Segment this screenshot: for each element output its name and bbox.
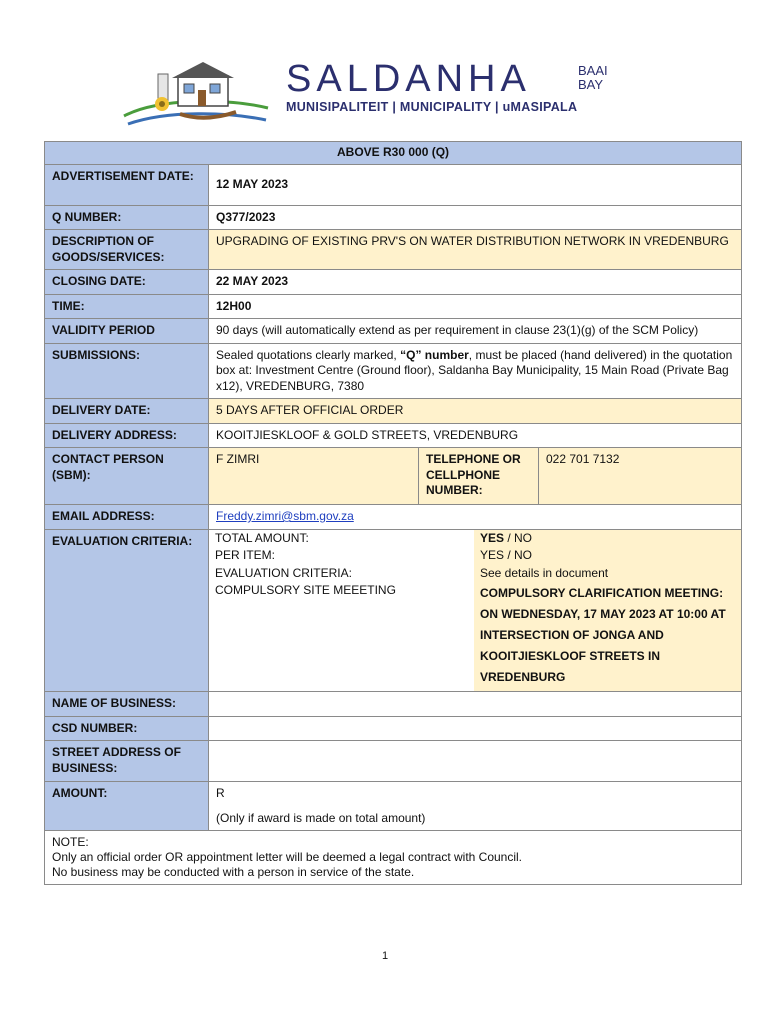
business-name-field[interactable] bbox=[209, 692, 742, 717]
eval-criteria-item: EVALUATION CRITERIA: bbox=[215, 565, 352, 580]
email-row bbox=[45, 505, 742, 530]
logo-baai: BAAI bbox=[578, 63, 608, 78]
logo-baai-bay bbox=[578, 64, 608, 92]
quotation-form-table bbox=[44, 141, 742, 885]
eval-criteria-answer: See details in document bbox=[474, 565, 741, 583]
advertisement-date-value: 12 MAY 2023 bbox=[209, 164, 742, 205]
amount-currency: R bbox=[216, 786, 225, 800]
eval-per-item-answer: YES / NO bbox=[474, 547, 741, 565]
street-address-field[interactable] bbox=[209, 741, 742, 782]
note-row bbox=[45, 831, 742, 885]
submissions-value bbox=[209, 343, 742, 399]
q-number-value: Q377/2023 bbox=[209, 205, 742, 230]
evaluation-subtable bbox=[209, 530, 741, 692]
note-line-contract: Only an official order OR appointment letter will be deemed a legal contract with Council. bbox=[52, 850, 523, 864]
description-row bbox=[45, 230, 742, 270]
eval-total-yes: YES bbox=[480, 530, 505, 545]
street-address-label: STREET ADDRESS OF BUSINESS: bbox=[45, 741, 209, 782]
csd-number-row bbox=[45, 716, 742, 741]
time-label: TIME: bbox=[45, 294, 209, 319]
submissions-text-post: , must be placed (hand delivered) in the quotation box at: Investment Centre (Ground floor), Saldanha Bay Municipality, 15 Main Road (Private Bag x12), VREDENBURG, 7380 bbox=[216, 347, 733, 393]
logo-name: SALDANHA bbox=[286, 58, 531, 100]
eval-row-total bbox=[209, 530, 741, 548]
logo-subtitle: MUNISIPALITEIT | MUNICIPALITY | uMASIPALA bbox=[286, 100, 578, 114]
logo-bay: BAY bbox=[578, 77, 604, 92]
validity-label: VALIDITY PERIOD bbox=[45, 319, 209, 344]
delivery-address-row bbox=[45, 423, 742, 448]
q-number-row bbox=[45, 205, 742, 230]
note-line-state: No business may be conducted with a person in service of the state. bbox=[52, 865, 415, 879]
phone-label: TELEPHONE OR CELLPHONE NUMBER: bbox=[419, 448, 539, 505]
csd-number-field[interactable] bbox=[209, 716, 742, 741]
closing-date-value: 22 MAY 2023 bbox=[209, 270, 742, 295]
email-link[interactable]: Freddy.zimri@sbm.gov.za bbox=[216, 509, 354, 523]
phone-value: 022 701 7132 bbox=[539, 448, 742, 505]
validity-value: 90 days (will automatically extend as per requirement in clause 23(1)(g) of the SCM Policy) bbox=[209, 319, 742, 344]
delivery-date-row bbox=[45, 399, 742, 424]
eval-total-answer bbox=[474, 530, 741, 548]
description-label: DESCRIPTION OF GOODS/SERVICES: bbox=[45, 230, 209, 270]
q-number-label: Q NUMBER: bbox=[45, 205, 209, 230]
closing-date-row bbox=[45, 270, 742, 295]
evaluation-label: EVALUATION CRITERIA: bbox=[45, 529, 209, 692]
business-name-label: NAME OF BUSINESS: bbox=[45, 692, 209, 717]
submissions-label: SUBMISSIONS: bbox=[45, 343, 209, 399]
evaluation-criteria-block bbox=[209, 529, 742, 692]
amount-field[interactable] bbox=[209, 782, 742, 831]
submissions-text-pre: Sealed quotations clearly marked, bbox=[216, 347, 401, 362]
delivery-date-label: DELIVERY DATE: bbox=[45, 399, 209, 424]
note-block bbox=[45, 831, 742, 885]
amount-note: (Only if award is made on total amount) bbox=[216, 810, 426, 825]
amount-row bbox=[45, 782, 742, 831]
advertisement-date-row bbox=[45, 164, 742, 205]
contact-label: CONTACT PERSON (SBM): bbox=[45, 448, 209, 505]
eval-site-item: COMPULSORY SITE MEEETING bbox=[215, 583, 396, 597]
contact-value: F ZIMRI bbox=[209, 448, 419, 505]
evaluation-row bbox=[45, 529, 742, 692]
eval-row-site-meeting bbox=[209, 582, 741, 691]
delivery-address-label: DELIVERY ADDRESS: bbox=[45, 423, 209, 448]
eval-row-per-item bbox=[209, 547, 741, 565]
eval-total-rest: / NO bbox=[504, 530, 533, 545]
delivery-address-value: KOOITJIESKLOOF & GOLD STREETS, VREDENBURG bbox=[209, 423, 742, 448]
form-header: ABOVE R30 000 (Q) bbox=[45, 142, 742, 165]
submissions-text-bold: “Q” number bbox=[400, 347, 469, 362]
time-value: 12H00 bbox=[209, 294, 742, 319]
amount-label: AMOUNT: bbox=[45, 782, 209, 831]
contact-row bbox=[45, 448, 742, 505]
eval-per-item-item: PER ITEM: bbox=[215, 548, 276, 562]
submissions-row bbox=[45, 343, 742, 399]
form-header-row bbox=[45, 142, 742, 165]
email-label: EMAIL ADDRESS: bbox=[45, 505, 209, 530]
municipality-logo bbox=[118, 58, 638, 138]
business-name-row bbox=[45, 692, 742, 717]
eval-row-criteria bbox=[209, 565, 741, 583]
csd-number-label: CSD NUMBER: bbox=[45, 716, 209, 741]
delivery-date-value: 5 DAYS AFTER OFFICIAL ORDER bbox=[209, 399, 742, 424]
description-value: UPGRADING OF EXISTING PRV'S ON WATER DISTRIBUTION NETWORK IN VREDENBURG bbox=[209, 230, 742, 270]
street-address-row bbox=[45, 741, 742, 782]
validity-row bbox=[45, 319, 742, 344]
time-row bbox=[45, 294, 742, 319]
advertisement-date-label: ADVERTISEMENT DATE: bbox=[45, 164, 209, 205]
closing-date-label: CLOSING DATE: bbox=[45, 270, 209, 295]
logo-emblem-icon bbox=[118, 58, 278, 138]
eval-site-answer: COMPULSORY CLARIFICATION MEETING: ON WEDNESDAY, 17 MAY 2023 AT 10:00 AT INTERSECTION OF JONGA AND KOOITJIESKLOOF STREETS IN VREDENBURG bbox=[474, 582, 741, 691]
page-number: 1 bbox=[381, 950, 389, 962]
email-value bbox=[209, 505, 742, 530]
note-heading: NOTE: bbox=[52, 835, 89, 849]
eval-total-item: TOTAL AMOUNT: bbox=[215, 530, 309, 545]
